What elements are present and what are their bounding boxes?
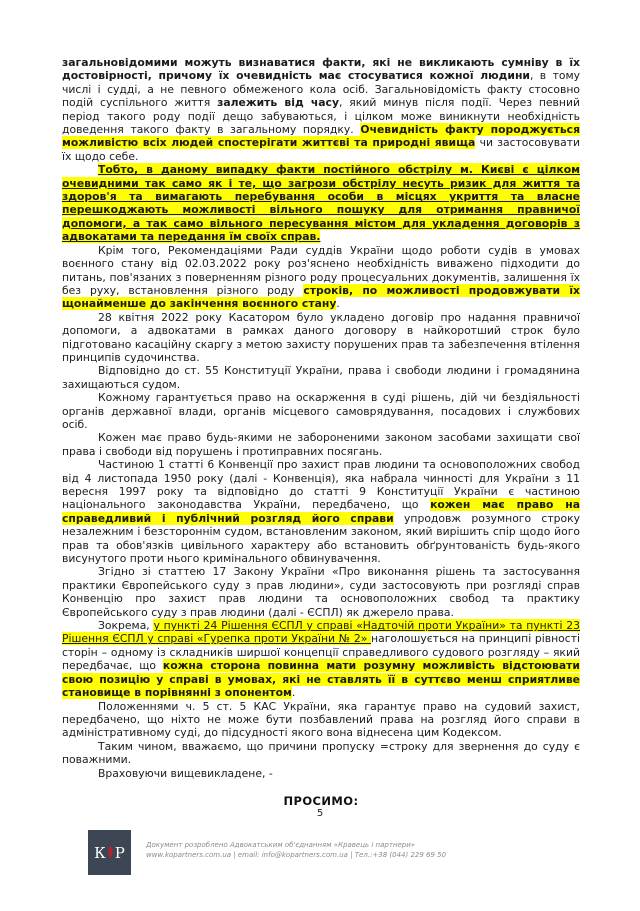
text-run: Враховуючи вищевикладене, - [98, 766, 273, 780]
paragraph [62, 619, 580, 699]
footer-firm-line: Документ розроблено Адвокатським об'єднанням «Кравець і партнери» [146, 841, 416, 849]
paragraph [62, 163, 580, 243]
paragraph [62, 740, 580, 767]
text-run: , в тому числі і судді, а не певного обмеженого кола осіб. Загальновідомість факту стосовно подій суспільного життя [62, 69, 581, 110]
text-run: упродовж розумного строку незалежним і безстороннім судом, встановленим законом, який вирішить спір щодо його прав та обов'язків цивільного характеру або встановить обґрунтованість будь-якого висунутого проти нього кримінального обвинувачення. [62, 511, 581, 566]
highlighted-text-run: Тобто, в даному випадку факти постійного обстрілу м. Києві є цілком очевидними так само як і те, що загрози обстрілу несуть ризик для життя та здоров'я та вимагають перебування особи в місцях укриття та власне перешкоджають можливості вільного пошуку для отримання правничої допомоги, а так само вільного пересування містом для укладення договорів з адвокатами та передання їм своїх справ. [62, 163, 580, 244]
text-run: чи застосовувати їх щодо себе. [62, 136, 580, 163]
text-run: загальновідомими можуть визнаватися факти, які не викликають сумніву в їх достовірності, причому їх очевидність має стосуватися кожної людини [62, 56, 580, 83]
text-run: Зокрема, [98, 619, 154, 633]
highlighted-text-run: кожна сторона повинна мати розумну можливість відстоювати свою позицію у справі в умовах, які не ставлять її в суттєво менш сприятливе становище в порівнянні з опонентом [62, 659, 580, 700]
text-run: Частиною 1 статті 6 Конвенції про захист прав людини та основоположних свобод від 4 листопада 1950 року (далі - Конвенція), яка набрала чинності для України з 11 вересня 1997 року та відповідно до статті 9 Конституції України є частиною національного законодавства України, передбачено, що [62, 458, 580, 512]
paragraph [62, 311, 580, 365]
text-run: Таким чином, вважаємо, що причини пропуску =строку для звернення до суду є поважними. [62, 739, 580, 767]
paragraph [62, 56, 580, 163]
text-run: залежить від часу [217, 96, 340, 110]
text-run: 28 квітня 2022 року Касатором було укладено договір про надання правничої допомоги, а адвокатами в рамках даного договору в найкоротший строк було підготовано касаційну скаргу з метою захисту порушених прав та забезпечення втілення принципів судочинства. [62, 310, 580, 364]
text-run: . [291, 686, 296, 700]
text-run: Згідно зі статтею 17 Закону України «Про виконання рішень та застосування практики Європейського суду з прав людини», суди застосовують при розгляді справ Конвенцію про захист прав людини та основоположних свобод та практику Європейського суду з прав людини (далі - ЄСПЛ) як джерело права. [62, 565, 580, 619]
text-run: наголошується на принципі рівності сторін – одному із складників ширшої концепції справедливого судового розгляду – який передбачає, що [62, 632, 580, 673]
paragraph [62, 767, 580, 780]
highlighted-text-run: кожен має право на справедливий і публічний розгляд його справи [62, 498, 580, 525]
paragraph [62, 244, 580, 311]
kp-logo [88, 830, 131, 875]
paragraph [62, 458, 580, 565]
request-heading: ПРОСИМО: [283, 793, 359, 808]
paragraph [62, 391, 580, 431]
text-run: , який минув після події. Через певний період такого роду події дещо забуваються, і цілком може виникнути необхідність доведення такого факту в загальному порядку. [62, 96, 580, 137]
paragraph [62, 364, 580, 391]
text-run: Крім того, Рекомендаціями Ради суддів України щодо роботи судів в умовах воєнного стану від 02.03.2022 року роз'яснено необхідність виважено підходити до питань, пов'язаних з поверненням різного роду процесуальних документів, залишення їх без руху, встановлення різного роду [62, 243, 580, 297]
text-run: Кожен має право будь-якими не забороненими законом засобами захищати свої права і свободи від порушень і протиправних посягань. [62, 431, 580, 458]
paragraph [62, 431, 580, 458]
footer-contacts-line: www.kopartners.com.ua | email: info@kopartners.com.ua | Тел.:+38 (044) 229 69 50 [146, 850, 447, 859]
needle-icon [106, 845, 115, 860]
highlighted-text-run: у пункті 24 Рішення ЄСПЛ у справі «Надточій проти України» та пункті 23 Рішення ЄСПЛ у справі «Гурепка проти України № 2» [62, 619, 580, 646]
highlighted-text-run: Очевидність факту породжується можливістю всіх людей спостерігати життєві та природні явища [62, 123, 580, 150]
page-footer [88, 830, 446, 875]
document-body [62, 56, 580, 808]
footer-text [146, 830, 446, 860]
logo-letter-k: К [94, 843, 106, 862]
text-run: . [336, 297, 340, 311]
text-run: Відповідно до ст. 55 Конституції України, права і свободи людини і громадянина захищаються судом. [62, 364, 580, 391]
text-run: Положеннями ч. 5 ст. 5 КАС України, яка гарантує право на судовий захист, передбачено, що ніхто не може бути позбавлений права на розгляд його справи в адміністративному суді, до підсудності якого вона віднесена цим Кодексом. [62, 699, 580, 740]
paragraph [62, 565, 580, 619]
text-run: Кожному гарантується право на оскарження в суді рішень, дій чи бездіяльності органів державної влади, органів місцевого самоврядування, посадових і службових осіб. [62, 391, 580, 431]
page-number: 5 [316, 808, 324, 819]
paragraph [62, 700, 580, 740]
logo-letter-p: Р [114, 843, 125, 862]
highlighted-text-run: строків, по можливості продовжувати їх щонайменше до закінчення воєнного стану [62, 283, 580, 311]
